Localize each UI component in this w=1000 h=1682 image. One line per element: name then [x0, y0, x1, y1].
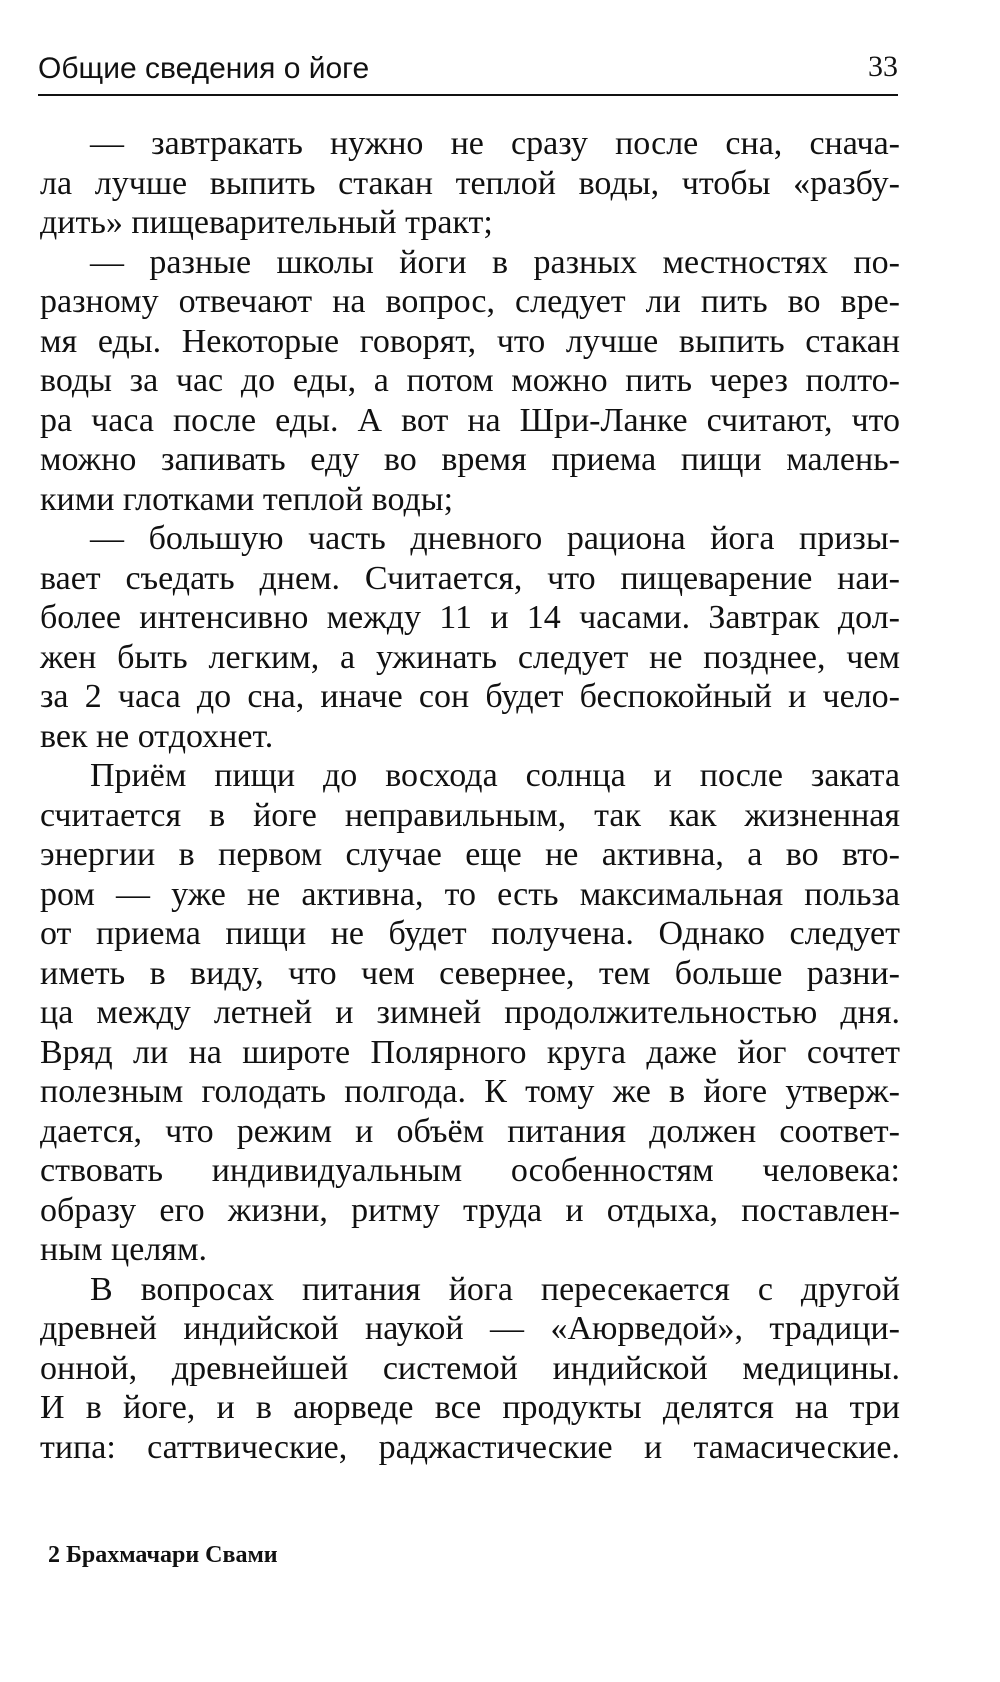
text-line: век не отдохнет. [40, 717, 274, 755]
paragraph [40, 243, 900, 520]
text-line: В вопросах питания йога пересекается с другой [90, 1270, 900, 1308]
text-line: более интенсивно между 11 и 14 часами. Завтрак дол- [40, 599, 900, 636]
text-line: мя еды. Некоторые говорят, что лучше выпить стакан [40, 322, 900, 360]
text-line: энергии в первом случае еще не активна, а во вто- [40, 836, 900, 873]
text-line: ра часа после еды. А вот на Шри-Ланке считают, что [40, 401, 900, 439]
text-line: разному отвечают на вопрос, следует ли пить во вре- [40, 283, 900, 320]
text-line: иметь в виду, что чем севернее, тем больше разни- [40, 954, 900, 992]
text-line: ствовать индивидуальным особенностям человека: [40, 1152, 900, 1189]
text-line: можно запивать еду во время приема пищи малень- [40, 441, 900, 478]
text-line: считается в йоге неправильным, так как жизненная [40, 796, 900, 834]
text-line: ла лучше выпить стакан теплой воды, чтобы «разбу- [40, 164, 900, 202]
text-line: ром — уже не активна, то есть максимальная польза [40, 875, 900, 913]
text-line: образу его жизни, ритму труда и отдыха, поставлен- [40, 1191, 900, 1229]
text-line: Приём пищи до восхода солнца и после заката [90, 757, 900, 794]
text-line: воды за час до еды, а потом можно пить через полто- [40, 362, 900, 399]
text-line: ца между летней и зимней продолжительностью дня. [40, 994, 900, 1031]
text-line: онной, древнейшей системой индийской медицины. [40, 1349, 900, 1387]
paragraph [40, 519, 900, 756]
text-line: — разные школы йоги в разных местностях по- [90, 243, 900, 281]
text-line: от приема пищи не будет получена. Однако следует [40, 915, 900, 952]
body-text [40, 124, 900, 1467]
text-line: И в йоге, и в аюрведе все продукты делятся на три [40, 1389, 900, 1426]
paragraph [40, 1270, 900, 1468]
text-line: древней индийской наукой — «Аюрведой», традици- [40, 1310, 900, 1347]
text-line: типа: саттвические, раджастические и тамасические. [40, 1428, 900, 1466]
chapter-title: Общие сведения о йоге [38, 52, 370, 85]
signature-mark: 2 Брахмачари Свами [48, 1542, 278, 1568]
page-number: 33 [868, 50, 898, 83]
text-line: — завтракать нужно не сразу после сна, снача- [90, 125, 900, 162]
text-line: Вряд ли на широте Полярного круга даже йог сочтет [40, 1033, 900, 1071]
text-line: за 2 часа до сна, иначе сон будет беспокойный и чело- [40, 678, 900, 715]
text-line: — большую часть дневного рациона йога призы- [90, 520, 900, 557]
running-header [38, 50, 898, 96]
text-line: дить» пищеварительный тракт; [40, 204, 493, 241]
text-line: жен быть легким, а ужинать следует не позднее, чем [40, 638, 900, 676]
text-line: кими глотками теплой воды; [40, 480, 454, 518]
text-line: дается, что режим и объём питания должен соответ- [40, 1112, 900, 1150]
paragraph [40, 756, 900, 1270]
text-line: вает съедать днем. Считается, что пищеварение наи- [40, 559, 900, 597]
text-line: ным целям. [40, 1231, 207, 1268]
text-line: полезным голодать полгода. К тому же в йоге утверж- [40, 1073, 900, 1110]
paragraph [40, 124, 900, 243]
